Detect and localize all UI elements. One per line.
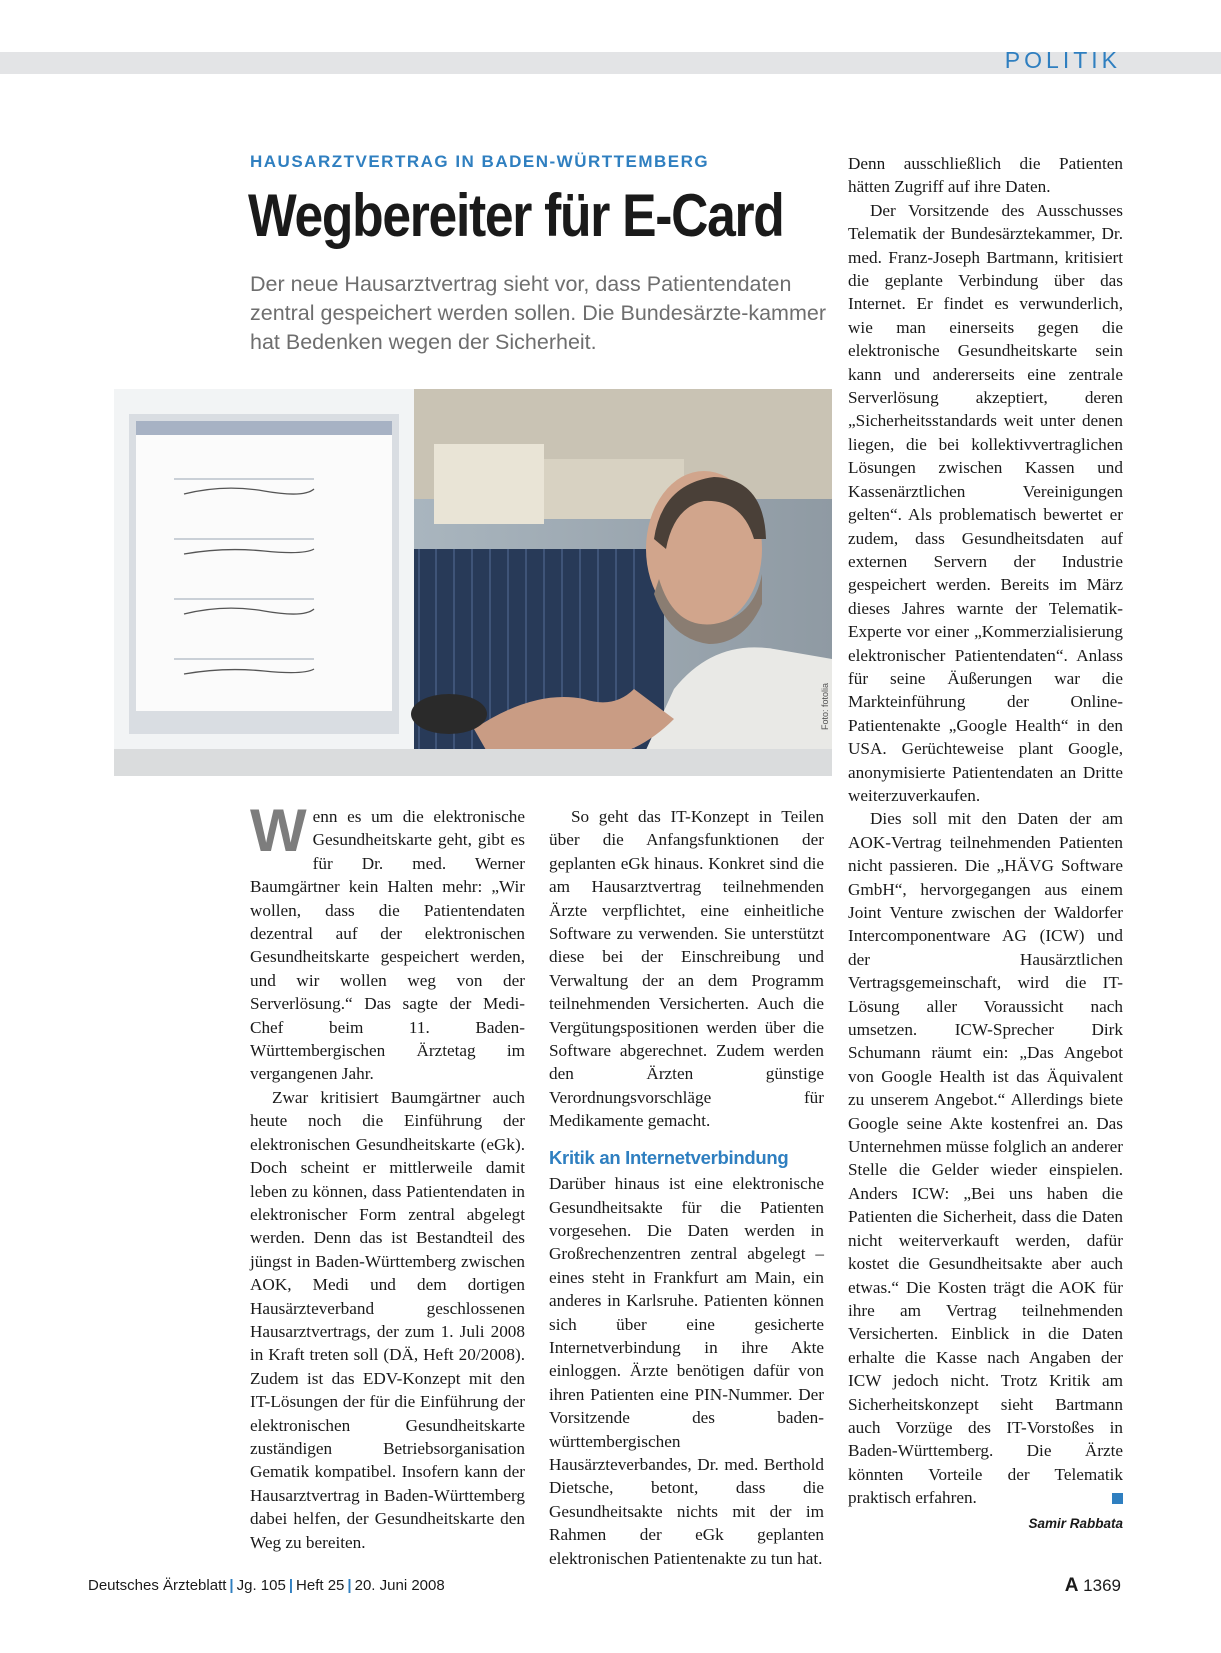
paragraph: So geht das IT-Konzept in Teilen über die Anfangsfunktionen der geplanten eGk hinaus. Konkret sind die am Hausarztvertrag teilnehmenden Ärzte verpflichtet, eine einheitliche Software zu verwenden. Sie unterstützt diese bei der Einschreibung und Verwaltung der an dem Programm teilnehmenden Versicherten. Auch die Vergütungspositionen werden über die Software abgerechnet. Zudem werden den Ärzten günstige Verordnungsvorschläge für Medikamente gemacht. [549, 807, 824, 1131]
article-title: Wegbereiter für E-Card [248, 182, 784, 249]
journal-name: Deutsches Ärzteblatt [88, 1577, 227, 1594]
journal-volume: Jg. 105 [236, 1577, 286, 1594]
page-number [1065, 1575, 1121, 1597]
column-2 [549, 805, 824, 1570]
journal-issue: Heft 25 [296, 1577, 345, 1594]
page-number-value: 1369 [1083, 1576, 1121, 1595]
photo-credit: Foto: fotolia [820, 682, 830, 730]
dropcap: W [250, 797, 307, 864]
separator: | [229, 1577, 234, 1594]
paragraph [848, 807, 1123, 1509]
paragraph: Darüber hinaus ist eine elektronische Gesundheitsakte für die Patienten vorgesehen. Die Daten werden in Großrechenzentren zentral abgelegt – eines steht in Frankfurt am Main, ein anderes in Karlsruhe. Patienten können sich über eine gesicherte Internetverbindung in ihre Akte einloggen. Ärzte benötigen dafür von ihren Patienten eine PIN-Nummer. Der Vorsitzende des baden-württembergischen Hausärzteverbandes, Dr. med. Berthold Dietsche, betont, dass die Gesundheitsakte nichts mit der im Rahmen der eGk geplanten elektronischen Patientenakte zu tun hat. [549, 1174, 824, 1568]
paragraph [250, 797, 525, 1086]
article-photo [114, 389, 832, 776]
footer-citation [88, 1577, 445, 1594]
subheading: Kritik an Internetverbindung [549, 1146, 789, 1168]
separator: | [347, 1577, 352, 1594]
section-label: POLITIK [1004, 47, 1121, 73]
paragraph: Der Vorsitzende des Ausschusses Telematik der Bundesärztekammer, Dr. med. Franz-Joseph Bartmann, kritisiert die geplante Verbindung über das Internet. Er findet es verwunderlich, wie man einerseits gegen die elektronische Gesundheitskarte sein kann und andererseits eine zentrale Serverlösung akzeptiert, deren „Sicherheitsstandards weit unter denen liegen, die bei kollektivvertraglichen Lösungen zwischen Kassen und Kassenärztlichen Vereinigungen gelten“. Als problematisch bewertet er zudem, dass Gesundheitsdaten auf externen Servern der Industrie gespeichert werden. Bereits im März dieses Jahres warnte der Telematik-Experte vor einer „Kommerzialisierung elektronischer Patientendaten“. Anlass für seine Äußerungen war die Markteinführung der Online-Patientenakte „Google Health“ in den USA. Gerüchteweise plant Google, anonymisierte Patientendaten an Dritte weiterzuverkaufen. [848, 200, 1123, 805]
end-mark-icon [1112, 1493, 1123, 1504]
article-lead: Der neue Hausarztvertrag sieht vor, dass Patientendaten zentral gespeichert werden sollen. Die Bundesärzte-kammer hat Bedenken wegen der Sicherheit. [250, 272, 826, 354]
separator: | [288, 1577, 294, 1594]
author-byline: Samir Rabbata [1028, 1515, 1123, 1531]
journal-date: 20. Juni 2008 [354, 1577, 445, 1594]
paragraph: Zwar kritisiert Baumgärtner auch heute noch die Einführung der elektronischen Gesundheitskarte (eGk). Doch scheint er mittlerweile damit leben zu können, dass Patientendaten in elektronischer Form zentral abgelegt werden. Denn das ist Bestandteil des jüngst in Baden-Württemberg zwischen AOK, Medi und dem dortigen Hausärzteverband geschlossenen Hausarztvertrags, der zum 1. Juli 2008 in Kraft treten soll (DÄ, Heft 20/2008). Zudem ist das EDV-Konzept mit den IT-Lösungen der für die Einführung der elektronischen Gesundheitskarte zuständigen Betriebsorganisation Gematik kompatibel. Insofern kann der Hausarztvertrag in Baden-Württemberg dabei helfen, der Gesundheitskarte den Weg zu bereiten. [250, 1087, 525, 1552]
doctor-at-computer-illustration [114, 389, 832, 776]
paragraph: Denn ausschließlich die Patienten hätten Zugriff auf ihre Daten. [848, 154, 1123, 197]
paragraph-text: Dies soll mit den Daten der am AOK-Vertrag teilnehmenden Patienten nicht passieren. Die „HÄVG Software GmbH“, hervorgegangen aus einem Joint Venture zwischen der Waldorfer Intercomponentware AG (ICW) und der Hausärztlichen Vertragsgemeinschaft, wird die IT-Lösung aller Voraussicht nach umsetzen. ICW-Sprecher Dirk Schumann räumt ein: „Das Angebot von Google Health ist das Äquivalent zu unserem Angebot.“ Allerdings biete Google seine Akte kostenfrei an. Das Unternehmen müsse folglich an anderer Stelle die Gelder wieder einspielen. Anders ICW: „Bei uns haben die Patienten die Sicherheit, dass die Daten nicht weiterverkauft werden, dafür kostet die Gesundheitsakte aber auch etwas.“ Die Kosten trägt die AOK für ihre am Vertrag teilnehmenden Versicherten. Einblick in die Daten erhalte die Kasse nach Angaben der ICW jedoch nicht. Trotz Kritik am Sicherheitskonzept sieht Bartmann auch Vorzüge des IT-Vorstoßes in Baden-Württemberg. Die Ärzte könnten Vorteile der Telematik praktisch erfahren. [848, 809, 1123, 1508]
page-prefix: A [1064, 1575, 1079, 1596]
paragraph-text: enn es um die elektronische Gesundheitskarte geht, gibt es für Dr. med. Werner Baumgärtner kein Halten mehr: „Wir wollen, dass die Patientendaten dezentral auf der elektronischen Gesundheitskarte gespeichert werden, und wir wollen weg von der Serverlösung.“ Das sagte der Medi-Chef beim 11. Baden-Württembergischen Ärztetag im vergangenen Jahr. [250, 807, 525, 1084]
column-1 [250, 797, 525, 1554]
article-kicker: HAUSARZTVERTRAG IN BADEN-WÜRTTEMBERG [250, 152, 710, 171]
column-3 [848, 152, 1123, 1535]
